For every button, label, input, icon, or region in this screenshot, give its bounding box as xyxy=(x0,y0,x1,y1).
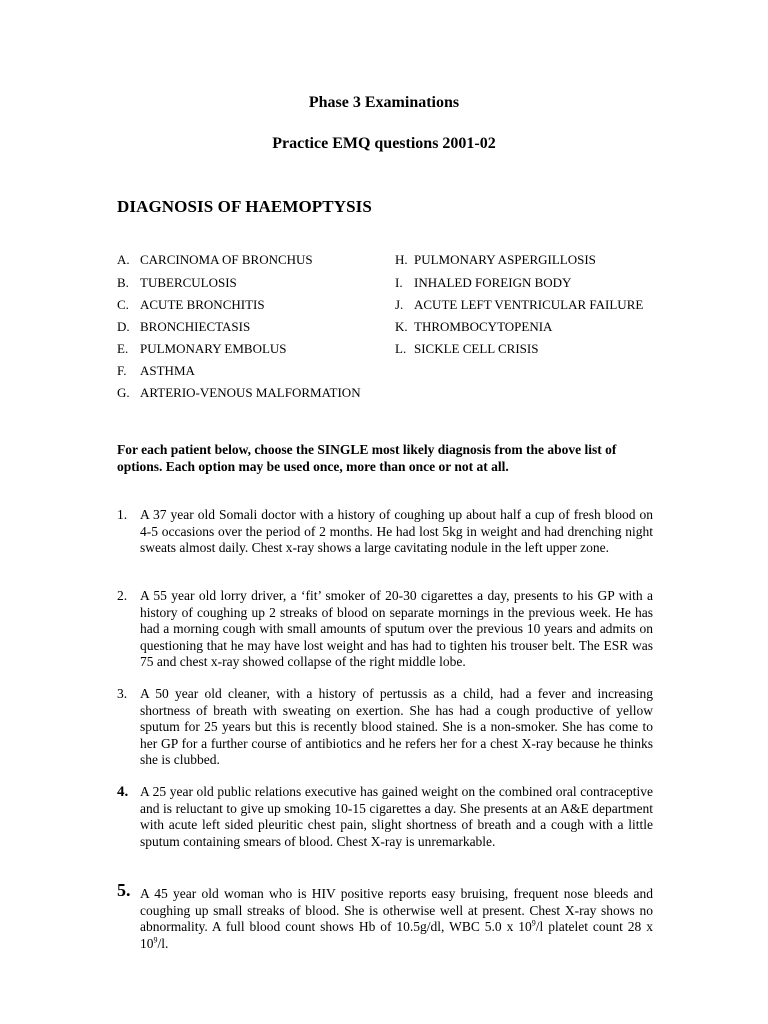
document-subtitle: Practice EMQ questions 2001-02 xyxy=(272,135,496,152)
option-a xyxy=(117,252,313,268)
option-letter: D. xyxy=(117,319,130,334)
section-title: DIAGNOSIS OF HAEMOPTYSIS xyxy=(117,197,372,216)
option-text: INHALED FOREIGN BODY xyxy=(414,275,572,290)
option-text: PULMONARY ASPERGILLOSIS xyxy=(414,252,596,267)
question-5 xyxy=(117,880,653,952)
question-number: 5. xyxy=(117,880,131,900)
option-text: ACUTE LEFT VENTRICULAR FAILURE xyxy=(414,297,644,312)
question-text: A 50 year old cleaner, with a history of pertussis as a child, had a fever and increasing shortness of breath with sweating on exertion. She has had a cough productive of yellow sputum for 25 years but this is recently blood stained. She is a non-smoker. She has come to her GP for a further course of antibiotics and he refers her for a chest X-ray because he thinks she is clubbed. xyxy=(140,686,653,768)
option-text: ACUTE BRONCHITIS xyxy=(140,297,265,312)
option-letter: L. xyxy=(395,341,407,356)
option-d xyxy=(117,319,250,335)
option-letter: G. xyxy=(117,385,130,400)
option-b xyxy=(117,275,237,291)
option-text: PULMONARY EMBOLUS xyxy=(140,341,287,356)
option-text: TUBERCULOSIS xyxy=(140,275,237,290)
option-text: ASTHMA xyxy=(140,363,195,378)
question-text-part: /l. xyxy=(157,935,169,951)
option-j xyxy=(395,297,643,313)
option-letter: E. xyxy=(117,341,129,356)
option-c xyxy=(117,297,265,313)
question-text-part: A 45 year old woman who is HIV positive reports easy bruising, frequent nose bleeds and coughing up small streaks of blood. She is otherwise well at present. Chest X-ray shows no abnormality. A full blood count shows Hb of 10.5g/dl, WBC 5.0 x 10 xyxy=(140,886,653,935)
question-number: 4. xyxy=(117,784,129,800)
option-letter: K. xyxy=(395,319,408,334)
option-letter: C. xyxy=(117,297,129,312)
question-number: 3. xyxy=(117,686,128,701)
question-text: A 55 year old lorry driver, a ‘fit’ smoker of 20-30 cigarettes a day, presents to his GP with a history of coughing up 2 streaks of blood on separate mornings in the previous week. He has had a morning cough with small amounts of sputum over the previous 10 years and admits on questioning that he may have lost weight and has had to tighten his trouser belt. The ESR was 75 and chest x-ray showed collapse of the right middle lobe. xyxy=(140,588,653,670)
question-text: A 37 year old Somali doctor with a history of coughing up about half a cup of fresh blood on 4-5 occasions over the period of 2 months. He had lost 5kg in weight and had drenching night sweats almost daily. Chest x-ray shows a large cavitating nodule in the left upper zone. xyxy=(140,507,653,556)
question-number: 1. xyxy=(117,507,128,522)
question-text: A 25 year old public relations executive has gained weight on the combined oral contraceptive and is reluctant to give up smoking 10-15 cigarettes a day. She presents at an A&E department with acute left sided pleuritic chest pain, slight shortness of breath and a cough with a little sputum containing smears of blood. Chest X-ray is unremarkable. xyxy=(140,784,653,849)
option-e xyxy=(117,341,287,357)
question-4 xyxy=(117,784,653,850)
superscript: 9 xyxy=(531,918,536,928)
option-letter: F. xyxy=(117,363,127,378)
option-text: SICKLE CELL CRISIS xyxy=(414,341,539,356)
option-text: THROMBOCYTOPENIA xyxy=(414,319,553,334)
option-letter: J. xyxy=(395,297,404,312)
option-l xyxy=(395,341,538,357)
option-text: CARCINOMA OF BRONCHUS xyxy=(140,252,313,267)
option-text: BRONCHIECTASIS xyxy=(140,319,251,334)
option-i xyxy=(395,275,571,291)
question-1 xyxy=(117,507,653,557)
option-f xyxy=(117,363,195,379)
option-letter: H. xyxy=(395,252,408,267)
document-title: Phase 3 Examinations xyxy=(308,94,460,111)
option-letter: A. xyxy=(117,252,130,267)
question-2 xyxy=(117,588,653,671)
option-letter: B. xyxy=(117,275,129,290)
superscript: 9 xyxy=(153,935,158,945)
option-text: ARTERIO-VENOUS MALFORMATION xyxy=(140,385,361,400)
question-text xyxy=(140,886,653,952)
question-text-part: /l platelet count 28 x 10 xyxy=(140,919,653,951)
option-letter: I. xyxy=(395,275,403,290)
option-k xyxy=(395,319,552,335)
question-number: 2. xyxy=(117,588,128,603)
instructions: For each patient below, choose the SINGLE most likely diagnosis from the above list of options. Each option may be used once, more than once or not at all. xyxy=(117,442,617,474)
question-3 xyxy=(117,686,653,769)
option-h xyxy=(395,252,596,268)
option-g xyxy=(117,385,361,401)
